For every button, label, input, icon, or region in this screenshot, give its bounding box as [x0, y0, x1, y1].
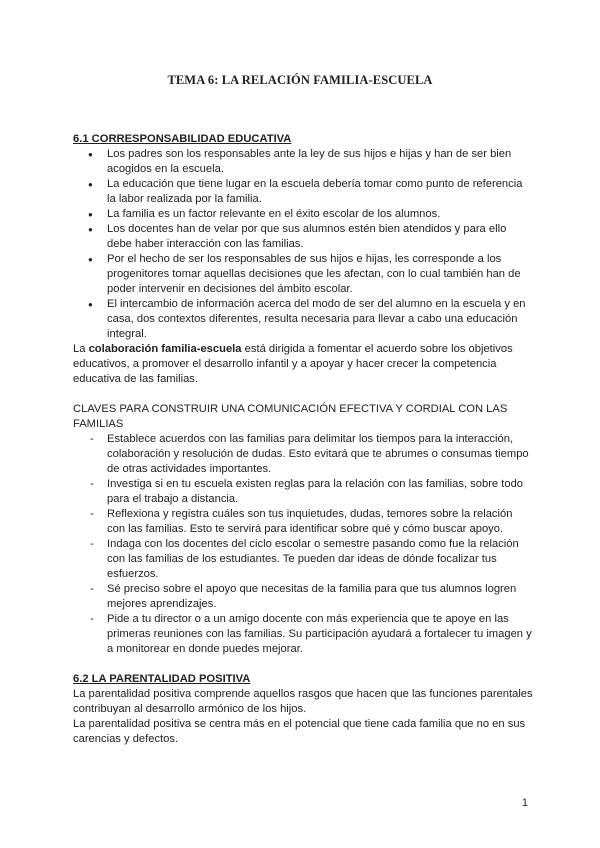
collaboration-paragraph [73, 342, 533, 387]
list-item: - Reflexiona y registra cuáles son tus inquietudes, dudas, temores sobre la relación con las familias. Esto te servirá para identificar sobre qué y cómo buscar apoyo. [73, 507, 533, 537]
section-1-bullet-list [73, 147, 533, 342]
parenting-paragraph: La parentalidad positiva se centra más en el potencial que tiene cada familia que no en sus carencias y defectos. [73, 718, 526, 745]
section-1-heading: 6.1 CORRESPONSABILIDAD EDUCATIVA [73, 133, 292, 145]
list-item: ● Los padres son los responsables ante la ley de sus hijos e hijas y han de ser bien acogidos en la escuela. [73, 147, 533, 177]
list-item: ● La familia es un factor relevante en el éxito escolar de los alumnos. [73, 207, 533, 222]
list-item: - Establece acuerdos con las familias para delimitar los tiempos para la interacción, colaboración y resolución de dudas. Esto evitará que te abrumes o consumas tiempo de otras actividades importantes. [73, 432, 533, 477]
page-title: TEMA 6: LA RELACIÓN FAMILIA-ESCUELA [167, 73, 433, 87]
list-item: ● Por el hecho de ser los responsables de sus hijos e hijas, les corresponde a los progenitores tomar aquellas decisiones que les afectan, con lo cual también han de poder intervenir en decisiones del ámbito escolar. [73, 252, 533, 297]
list-item: - Indaga con los docentes del ciclo escolar o semestre pasando como fue la relación con las familias de los estudiantes. Te pueden dar ideas de dónde focalizar tus esfuerzos. [73, 537, 533, 582]
claves-heading: CLAVES PARA CONSTRUIR UNA COMUNICACIÓN EFECTIVA Y CORDIAL CON LAS FAMILIAS [73, 403, 508, 430]
list-item: ● La educación que tiene lugar en la escuela debería tomar como punto de referencia la labor realizada por la familia. [73, 177, 533, 207]
parenting-paragraph: La parentalidad positiva comprende aquellos rasgos que hacen que las funciones parentales contribuyan al desarrollo armónico de los hijos. [73, 688, 533, 715]
list-item: - Investiga si en tu escuela existen reglas para la relación con las familias, sobre todo para el trabajo a distancia. [73, 477, 533, 507]
list-item: ● El intercambio de información acerca del modo de ser del alumno en la escuela y en casa, dos contextos diferentes, resulta necesaria para llevar a cabo una educación integral. [73, 297, 533, 342]
list-item: ● Los docentes han de velar por que sus alumnos estén bien atendidos y para ello debe haber interacción con las familias. [73, 222, 533, 252]
bold-term: colaboración familia-escuela [88, 343, 242, 355]
page-number: 1 [521, 797, 528, 809]
section-2-heading: 6.2 LA PARENTALIDAD POSITIVA [73, 673, 251, 685]
paragraph-text: está dirigida a fomentar el acuerdo sobre los objetivos educativos, a promover el desarrollo infantil y a apoyar y hacer crecer la competencia educativa de las familias. [73, 343, 513, 385]
list-item: - Pide a tu director o a un amigo docente con más experiencia que te apoye en las primeras reuniones con las familias. Su participación ayudará a fortalecer tu imagen y a monitorear en donde puedes mejorar. [73, 612, 533, 657]
paragraph-text: La [73, 343, 89, 355]
document-body [73, 132, 533, 747]
list-item: - Sé preciso sobre el apoyo que necesitas de la familia para que tus alumnos logren mejores aprendizajes. [73, 582, 533, 612]
claves-list [73, 432, 533, 657]
